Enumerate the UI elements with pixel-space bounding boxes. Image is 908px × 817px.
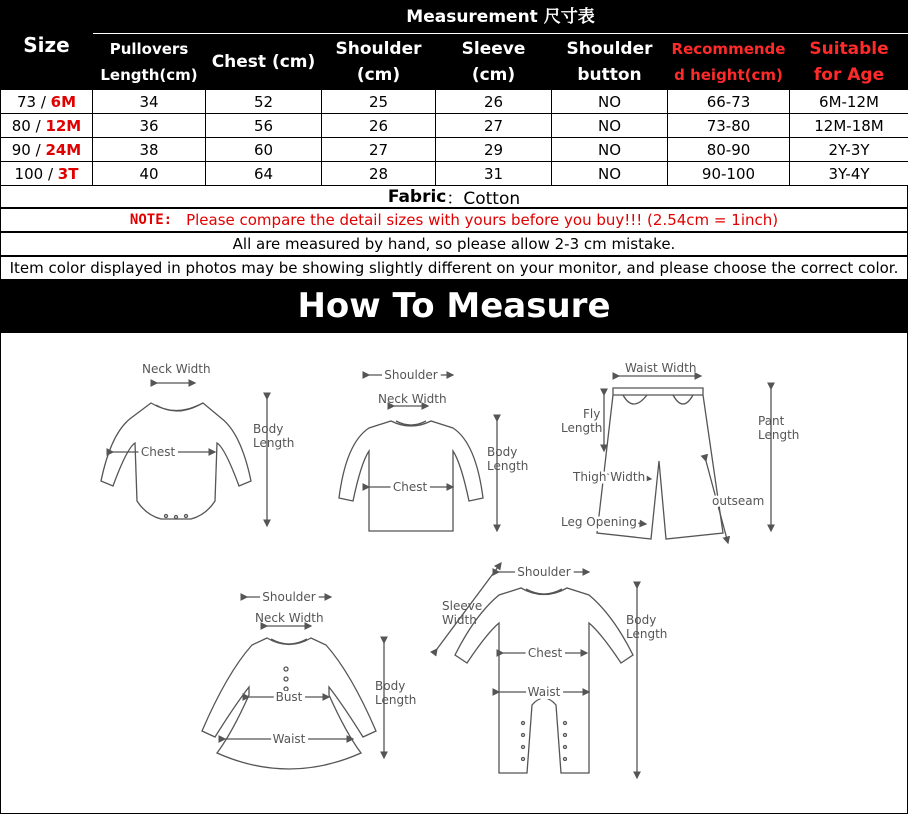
sleeve-header: Sleeve (cm) [436, 34, 552, 90]
table-title: Measurement 尺寸表 [93, 1, 908, 34]
romper-body-label-1: Body [626, 613, 656, 627]
bodysuit-body-label-1: Body [253, 422, 283, 436]
size-table [0, 0, 908, 186]
bodysuit-chest-label: Chest [141, 445, 176, 459]
button-cell: NO [552, 162, 668, 186]
recommended-height-header: Recommende d height(cm) [668, 34, 790, 90]
diagram-canvas [1, 333, 907, 813]
romper-chest-label: Chest [528, 646, 563, 660]
dress-bust-label: Bust [276, 690, 303, 704]
pants-outseam-label: outseam [712, 494, 764, 508]
shirt-chest-label: Chest [393, 480, 428, 494]
shoulder-cell: 27 [322, 138, 436, 162]
length-cell: 36 [93, 114, 206, 138]
chest-cell: 60 [206, 138, 322, 162]
chest-header: Chest (cm) [206, 34, 322, 90]
shirt-body-label-2: Length [487, 459, 528, 473]
button-cell: NO [552, 114, 668, 138]
sleeve-cell: 31 [436, 162, 552, 186]
pants-thigh-label: Thigh Width [572, 470, 645, 484]
size-header: Size [1, 1, 93, 90]
shirt-body-label-1: Body [487, 445, 517, 459]
pants-fly-label-1: Fly [583, 407, 600, 421]
pullovers-length-header: Pullovers Length(cm) [93, 34, 206, 90]
romper-waist-label: Waist [528, 685, 561, 699]
dress-waist-label: Waist [273, 732, 306, 746]
length-cell: 40 [93, 162, 206, 186]
table-row [1, 138, 908, 162]
how-to-measure-title: How To Measure [0, 280, 908, 332]
table-row [1, 90, 908, 114]
length-cell: 38 [93, 138, 206, 162]
bodysuit-body-label-2: Length [253, 436, 294, 450]
color-note-row [0, 256, 908, 280]
bodysuit-diagram [101, 383, 267, 526]
size-cell: 73 / 6M [1, 90, 93, 114]
romper-diagram [437, 563, 637, 778]
shoulder-button-header: Shoulder button [552, 34, 668, 90]
measure-note: All are measured by hand, so please allow 2-3 cm mistake. [233, 235, 676, 253]
age-cell: 2Y-3Y [790, 138, 908, 162]
age-cell: 6M-12M [790, 90, 908, 114]
age-cell: 12M-18M [790, 114, 908, 138]
sleeve-cell: 29 [436, 138, 552, 162]
size-cell: 80 / 12M [1, 114, 93, 138]
dress-body-label-1: Body [375, 679, 405, 693]
pants-leg-label: Leg Opening [561, 515, 637, 529]
shirt-shoulder-label: Shoulder [384, 368, 438, 382]
rec-height-cell: 73-80 [668, 114, 790, 138]
measure-diagrams [0, 332, 908, 814]
button-cell: NO [552, 138, 668, 162]
pants-pant-label-2: Length [758, 428, 799, 442]
shoulder-header: Shoulder (cm) [322, 34, 436, 90]
dress-shoulder-label: Shoulder [262, 590, 316, 604]
shirt-neck-label: Neck Width [378, 392, 447, 406]
pants-fly-label-2: Length [561, 421, 602, 435]
rec-height-cell: 90-100 [668, 162, 790, 186]
shoulder-cell: 28 [322, 162, 436, 186]
romper-shoulder-label: Shoulder [517, 565, 571, 579]
fabric-row [0, 185, 908, 208]
age-cell: 3Y-4Y [790, 162, 908, 186]
shoulder-cell: 26 [322, 114, 436, 138]
note-label: NOTE: [130, 212, 172, 228]
note-row [0, 208, 908, 232]
fabric-label: Fabric [388, 187, 447, 207]
note-text: Please compare the detail sizes with yours before you buy!!! (2.54cm = 1inch) [186, 211, 778, 229]
chest-cell: 56 [206, 114, 322, 138]
pants-pant-label-1: Pant [758, 414, 785, 428]
rec-height-cell: 80-90 [668, 138, 790, 162]
romper-sleeve-label-1: Sleeve [442, 599, 482, 613]
measure-note-row [0, 232, 908, 256]
dress-body-label-2: Length [375, 693, 416, 707]
romper-body-label-2: Length [626, 627, 667, 641]
sleeve-cell: 26 [436, 90, 552, 114]
dress-neck-label: Neck Width [255, 611, 324, 625]
table-row [1, 114, 908, 138]
shoulder-cell: 25 [322, 90, 436, 114]
size-cell: 100 / 3T [1, 162, 93, 186]
suitable-age-header: Suitable for Age [790, 34, 908, 90]
table-row [1, 162, 908, 186]
sleeve-cell: 27 [436, 114, 552, 138]
size-cell: 90 / 24M [1, 138, 93, 162]
fabric-value: ：Cotton [446, 184, 520, 209]
chest-cell: 64 [206, 162, 322, 186]
bodysuit-neck-label: Neck Width [142, 362, 211, 376]
pants-waist-label: Waist Width [625, 361, 696, 375]
romper-sleeve-label-2: Width [442, 613, 477, 627]
chest-cell: 52 [206, 90, 322, 114]
length-cell: 34 [93, 90, 206, 114]
rec-height-cell: 66-73 [668, 90, 790, 114]
color-note: Item color displayed in photos may be showing slightly different on your monitor, and please choose the correct color. [10, 259, 899, 277]
button-cell: NO [552, 90, 668, 114]
